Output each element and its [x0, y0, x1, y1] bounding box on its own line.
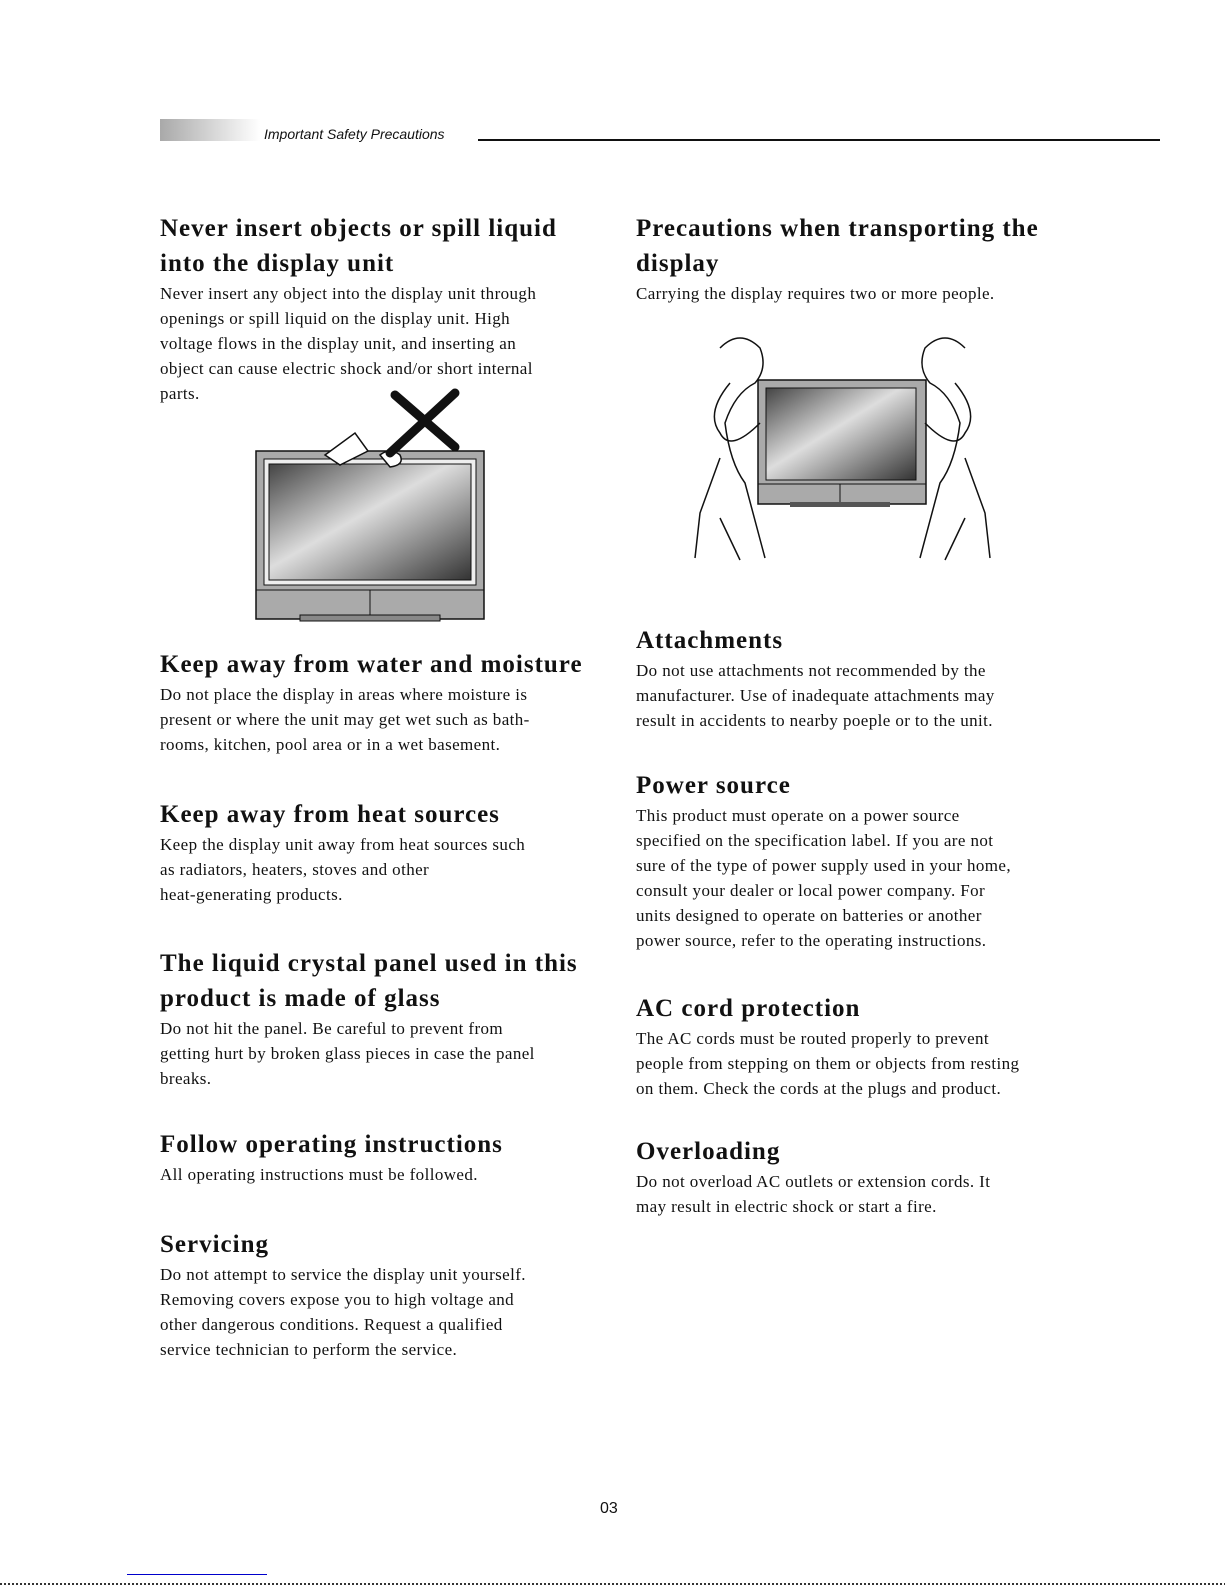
section-heading: Follow operating instructions	[160, 1131, 503, 1158]
footer-blue-rule	[127, 1574, 267, 1575]
section-heading: AC cord protection	[636, 995, 861, 1022]
page-number: 03	[600, 1500, 618, 1517]
section-heading: Keep away from heat sources	[160, 801, 500, 828]
section-body: Do not attempt to service the display unit yourself. Removing covers expose you to high voltage and other dangerous conditions. Request a qualified service technician to perform the service.	[160, 1265, 526, 1359]
header-gradient-bar	[160, 119, 260, 141]
section-heading: Power source	[636, 772, 791, 799]
section-heading: Attachments	[636, 627, 784, 654]
section-water-moisture	[160, 647, 610, 757]
section-heat-sources	[160, 797, 610, 907]
section-body: All operating instructions must be followed.	[160, 1165, 478, 1184]
section-body: The AC cords must be routed properly to prevent people from stepping on them or objects from resting on them. Check the cords at the plugs and product.	[636, 1029, 1020, 1098]
section-body: Carrying the display requires two or more people.	[636, 284, 995, 303]
header-rule	[478, 139, 1160, 141]
section-transporting	[636, 211, 1096, 306]
section-ac-cord	[636, 991, 1096, 1101]
section-body: This product must operate on a power source specified on the specification label. If you are not sure of the type of power supply used in your home, consult your dealer or local power company. For units designed to operate on batteries or another power source, refer to the operating instructions.	[636, 806, 1011, 950]
section-body: Do not overload AC outlets or extension cords. It may result in electric shock or start a fire.	[636, 1172, 991, 1216]
section-body: Do not use attachments not recommended by the manufacturer. Use of inadequate attachments may result in accidents to nearby poeple or to the unit.	[636, 661, 995, 730]
two-people-carrying-tv-illustration	[690, 328, 995, 568]
section-no-insert-objects	[160, 211, 610, 406]
section-power-source	[636, 768, 1096, 953]
section-heading: Servicing	[160, 1231, 269, 1258]
section-body: Keep the display unit away from heat sources such as radiators, heaters, stoves and other heat-generating products.	[160, 835, 526, 904]
section-heading: Overloading	[636, 1138, 781, 1165]
header-title: Important Safety Precautions	[264, 126, 445, 142]
section-heading: Keep away from water and moisture	[160, 651, 583, 678]
tv-no-liquid-illustration	[250, 385, 490, 630]
section-attachments	[636, 623, 1096, 733]
section-servicing	[160, 1227, 610, 1362]
section-overloading	[636, 1134, 1096, 1219]
section-heading: Never insert objects or spill liquid into the display unit	[160, 215, 557, 277]
section-follow-instructions	[160, 1127, 610, 1187]
section-body: Do not place the display in areas where moisture is present or where the unit may get wet such as bath- rooms, kitchen, pool area or in a wet basement.	[160, 685, 530, 754]
section-body: Do not hit the panel. Be careful to prevent from getting hurt by broken glass pieces in case the panel breaks.	[160, 1019, 535, 1088]
section-body: Never insert any object into the display unit through openings or spill liquid on the display unit. High voltage flows in the display unit, and inserting an object can cause electric shock and/or short internal parts.	[160, 284, 537, 403]
section-heading: The liquid crystal panel used in this product is made of glass	[160, 950, 578, 1012]
section-heading: Precautions when transporting the display	[636, 215, 1039, 277]
section-lcd-glass	[160, 946, 610, 1091]
